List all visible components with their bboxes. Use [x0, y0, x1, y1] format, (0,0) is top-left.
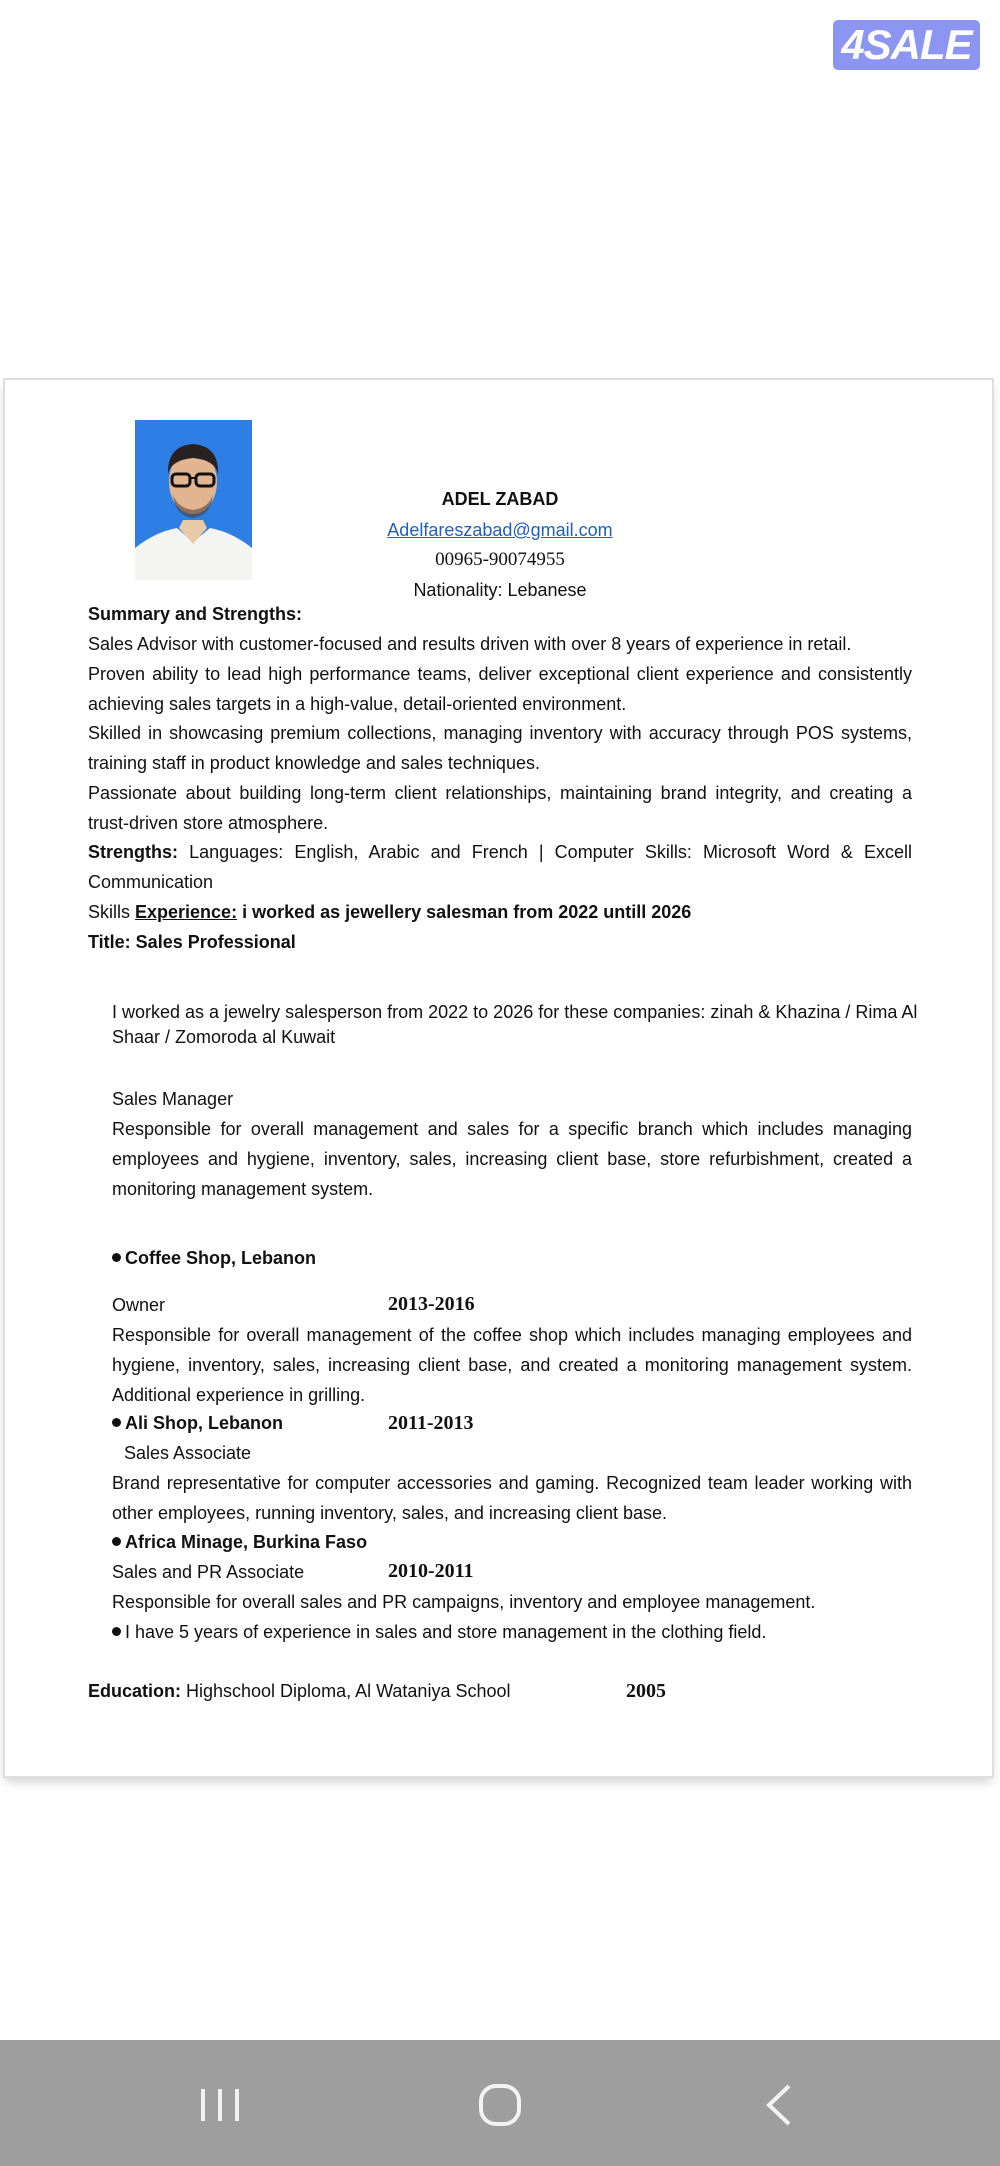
experience-line	[88, 901, 691, 923]
recent-apps-button[interactable]	[185, 2070, 255, 2140]
experience-label: Experience:	[135, 902, 238, 922]
education-year: 2005	[626, 1680, 666, 1702]
education-text: Highschool Diploma, Al Wataniya School	[181, 1681, 511, 1701]
bullet-icon	[112, 1537, 121, 1546]
home-icon	[465, 2070, 535, 2140]
bullet-icon	[112, 1627, 121, 1636]
job-role: Sales and PR Associate	[112, 1562, 305, 1582]
employer-coffee-shop: Coffee Shop, Lebanon	[112, 1247, 316, 1269]
job-role: Sales Associate	[124, 1443, 252, 1463]
home-button[interactable]	[465, 2070, 535, 2140]
clothing-note: I have 5 years of experience in sales and store management in the clothing field.	[112, 1621, 766, 1643]
job-years: 2011-2013	[388, 1412, 474, 1434]
employer-africa-minage: Africa Minage, Burkina Faso	[112, 1531, 367, 1553]
watermark-logo: 4SALE	[833, 20, 980, 70]
candidate-name: ADEL ZABAD	[441, 489, 559, 509]
job-description: Responsible for overall management of the coffee shop which includes managing employees and hygiene, inventory, sales, increasing client base, and created a monitoring management system. Additional experience in grilling.	[112, 1325, 912, 1405]
summary-paragraph: Proven ability to lead high performance teams, deliver exceptional client experience and consistently achieving sales targets in a high-value, detail-oriented environment.	[88, 664, 912, 714]
summary-heading: Summary and Strengths:	[88, 604, 303, 624]
system-navigation-bar	[0, 2040, 1000, 2166]
summary-paragraph: Passionate about building long-term client relationships, maintaining brand integrity, and creating a trust-driven store atmosphere.	[88, 783, 912, 833]
education-line	[88, 1680, 511, 1702]
recent-apps-icon	[185, 2070, 255, 2140]
job-description: Responsible for overall sales and PR campaigns, inventory and employee management.	[112, 1592, 816, 1612]
strengths-text: Languages: English, Arabic and French | Computer Skills: Microsoft Word & Excell Communication	[88, 842, 912, 892]
title-text: Sales Professional	[130, 932, 296, 952]
experience-text: i worked as jewellery salesman from 2022 untill 2026	[237, 902, 692, 922]
back-icon	[745, 2070, 815, 2140]
job-role: Owner	[112, 1295, 166, 1315]
title-line	[88, 931, 296, 953]
back-button[interactable]	[745, 2070, 815, 2140]
summary-paragraph: Skilled in showcasing premium collections, managing inventory with accuracy through POS systems, training staff in product knowledge and sales techniques.	[88, 723, 912, 773]
job-years: 2010-2011	[388, 1560, 474, 1582]
bullet-icon	[112, 1418, 121, 1427]
bullet-icon	[112, 1253, 121, 1262]
nationality: Nationality: Lebanese	[413, 580, 587, 600]
summary-line: Sales Advisor with customer-focused and results driven with over 8 years of experience in retail.	[88, 634, 852, 654]
phone-number: 00965-90074955	[435, 549, 565, 570]
profile-photo	[135, 420, 252, 580]
email-link[interactable]: Adelfareszabad@gmail.com	[387, 520, 613, 540]
job-title: Sales Manager	[112, 1089, 234, 1109]
strengths-label: Strengths:	[88, 842, 178, 862]
job-years: 2013-2016	[388, 1293, 475, 1315]
strengths-line	[88, 837, 912, 897]
employer-ali-shop: Ali Shop, Lebanon	[112, 1412, 283, 1434]
title-label: Title:	[88, 932, 131, 952]
education-label: Education:	[88, 1681, 181, 1701]
skills-word: Skills	[88, 902, 136, 922]
jewelry-paragraph: I worked as a jewelry salesperson from 2022 to 2026 for these companies: zinah & Khazina / Rima Al Shaar / Zomoroda al Kuwait	[112, 1002, 918, 1047]
job-description: Brand representative for computer accessories and gaming. Recognized team leader working with other employees, running inventory, sales, and increasing client base.	[112, 1473, 912, 1523]
job-description: Responsible for overall management and sales for a specific branch which includes managing employees and hygiene, inventory, sales, increasing client base, store refurbishment, created a monitoring management system.	[112, 1119, 912, 1199]
